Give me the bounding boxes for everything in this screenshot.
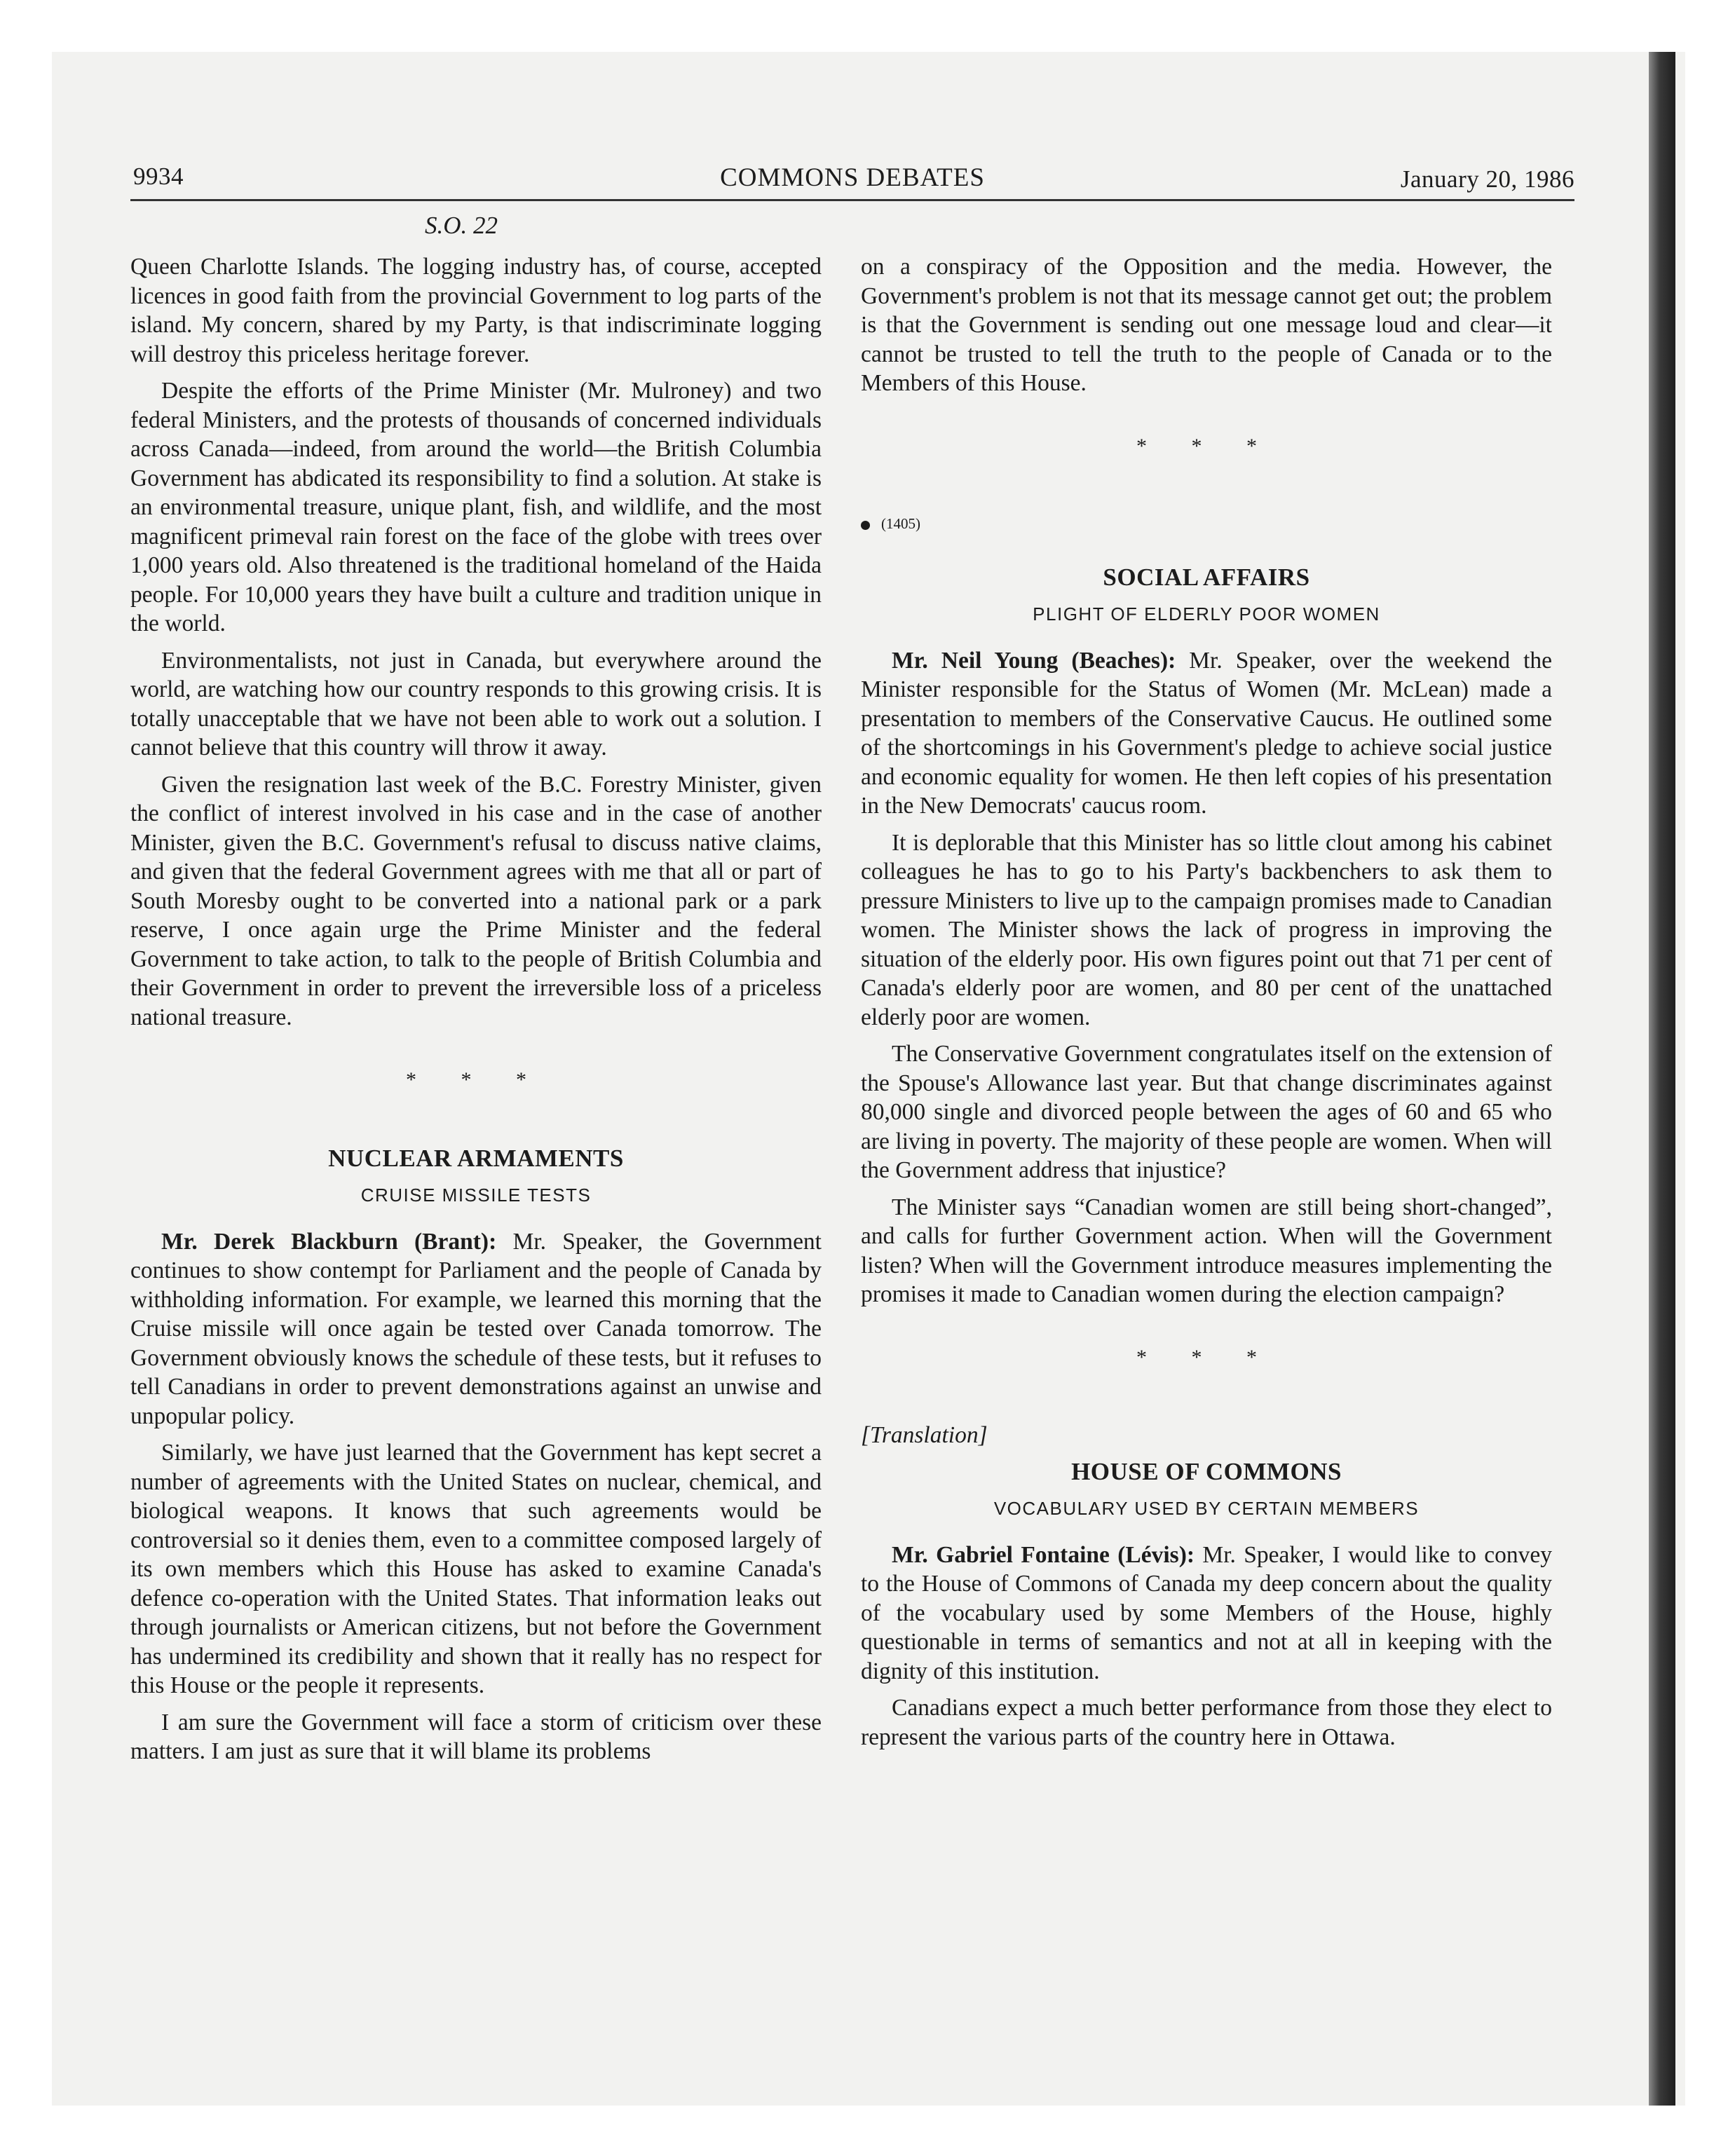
paragraph: Queen Charlotte Islands. The logging industry has, of course, accepted licences in good faith from the provincial Government to log parts of the island. My concern, shared by my Party, is that indiscriminate logging will destroy this priceless heritage forever.: [130, 254, 822, 367]
time-marker: [861, 510, 1552, 539]
section-separator: * * *: [1136, 434, 1277, 458]
speaker-name: Mr. Neil Young (Beaches):: [892, 647, 1176, 674]
publication-title: COMMONS DEBATES: [720, 163, 985, 192]
paragraph: on a conspiracy of the Opposition and the media. However, the Government's problem is not that its message cannot get out; the problem is that the Government is sending out one message loud and clear—it cannot be trusted to tell the truth to the people of Canada or to the Members of this House.: [861, 254, 1552, 396]
paragraph: The Minister says “Canadian women are still being short-changed”, and calls for further Government action. When will the Government listen? When will the Government introduce measures implementing the promises it made to Canadian women during the election campaign?: [861, 1194, 1552, 1307]
paragraph: Canadians expect a much better performance from those they elect to represent the various parts of the country here in Ottawa.: [861, 1695, 1552, 1750]
paragraph: It is deplorable that this Minister has so little clout among his cabinet colleagues he has to go to his Party's backbenchers to ask them to pressure Ministers to live up to the campaign promises made to Canadian women. The Minister shows the lack of progress in improving the situation of the elderly poor. His own figures point out that 71 per cent of Canada's elderly poor are women, and 80 per cent of the unattached elderly poor are women.: [861, 829, 1552, 1030]
section-subheading: CRUISE MISSILE TESTS: [360, 1185, 592, 1206]
paragraph: I am sure the Government will face a storm of criticism over these matters. I am just as sure that it will blame its problems: [130, 1709, 822, 1764]
paragraph: Despite the efforts of the Prime Minister (Mr. Mulroney) and two federal Ministers, and the protests of thousands of concerned individuals across Canada—indeed, from around the world—the British Columbia Government has abdicated its responsibility to find a solution. At stake is an environmental treasure, unique plant, fish, and wildlife, and the most magnificent primeval rain forest on the face of the globe with trees over 1,000 years old. Also threatened is the traditional homeland of the Haida people. For 10,000 years they have built a culture and tradition unique in the world.: [130, 378, 822, 636]
paragraph: Given the resignation last week of the B.C. Forestry Minister, given the conflict of interest involved in his case and in the case of another Minister, given the B.C. Government's refusal to discuss native claims, and given that the federal Government agrees with me that all or part of South Moresby ought to be converted into a national park or a park reserve, I once again urge the Prime Minister and the federal Government to take action, to talk to the people of British Columbia and their Government in order to prevent the irreversible loss of a priceless national treasure.: [130, 771, 822, 1030]
standing-order-label: S.O. 22: [425, 212, 498, 239]
time-marker-text: (1405): [881, 515, 920, 532]
section-heading: NUCLEAR ARMAMENTS: [328, 1144, 624, 1172]
hansard-page: [130, 0, 1574, 2156]
translation-marker: [Translation]: [861, 1422, 988, 1448]
speaker-name: Mr. Derek Blackburn (Brant):: [161, 1228, 497, 1255]
publication-date: January 20, 1986: [1400, 165, 1574, 193]
speaker-name: Mr. Gabriel Fontaine (Lévis):: [892, 1541, 1195, 1568]
speech-paragraph: [861, 646, 1552, 821]
speech-text: Mr. Speaker, over the weekend the Minister responsible for the Status of Women (Mr. McLean) made a presentation to members of the Conservative Caucus. He outlined some of the shortcomings in his Government's pledge to achieve social justice and economic equality for women. He then left copies of his presentation in the New Democrats' caucus room.: [861, 647, 1552, 819]
running-header: [130, 163, 1574, 201]
section-separator: * * *: [1136, 1345, 1277, 1369]
right-column: [861, 252, 1552, 1759]
paragraph: Similarly, we have just learned that the Government has kept secret a number of agreements with the United States on nuclear, chemical, and biological weapons. It knows that such agreements would be controversial so it denies them, even to a committee composed largely of its own members which this House has asked to examine Canada's defence co-operation with the United States. That information leaks out through journalists or American citizens, but not before the Government has undermined its credibility and shown that it really has no respect for this House or the people it represents.: [130, 1440, 822, 1698]
speech-paragraph: [861, 1541, 1552, 1686]
section-heading: HOUSE OF COMMONS: [1071, 1457, 1342, 1485]
section-heading: SOCIAL AFFAIRS: [1103, 563, 1310, 591]
bullet-icon: [861, 521, 870, 530]
section-subheading: PLIGHT OF ELDERLY POOR WOMEN: [1033, 603, 1380, 625]
left-column: [130, 252, 822, 1774]
paragraph: Environmentalists, not just in Canada, but everywhere around the world, are watching how our country responds to this growing crisis. It is totally unacceptable that we have not been able to work out a solution. I cannot believe that this country will throw it away.: [130, 647, 822, 760]
section-subheading: VOCABULARY USED BY CERTAIN MEMBERS: [993, 1498, 1420, 1519]
section-separator: * * *: [406, 1068, 546, 1091]
paragraph: The Conservative Government congratulates itself on the extension of the Spouse's Allowance last year. But that change discriminates against 80,000 single and divorced people between the ages of 60 and 65 who are living in poverty. The majority of these people are women. When will the Government address that injustice?: [861, 1041, 1552, 1183]
speech-paragraph: [130, 1227, 822, 1431]
speech-text: Mr. Speaker, I would like to convey to the House of Commons of Canada my deep concern about the quality of the vocabulary used by some Members of the House, highly questionable in terms of semantics and not at all in keeping with the dignity of this institution.: [861, 1541, 1552, 1684]
speech-text: Mr. Speaker, the Government continues to show contempt for Parliament and the people of Canada by withholding information. For example, we learned this morning that the Cruise missile will once again be tested over Canada tomorrow. The Government obviously knows the schedule of these tests, but it refuses to tell Canadians in order to prevent demonstrations against an unwise and unpopular policy.: [130, 1228, 822, 1429]
page-binding-edge: [1649, 52, 1675, 2106]
page-number: 9934: [133, 163, 184, 190]
